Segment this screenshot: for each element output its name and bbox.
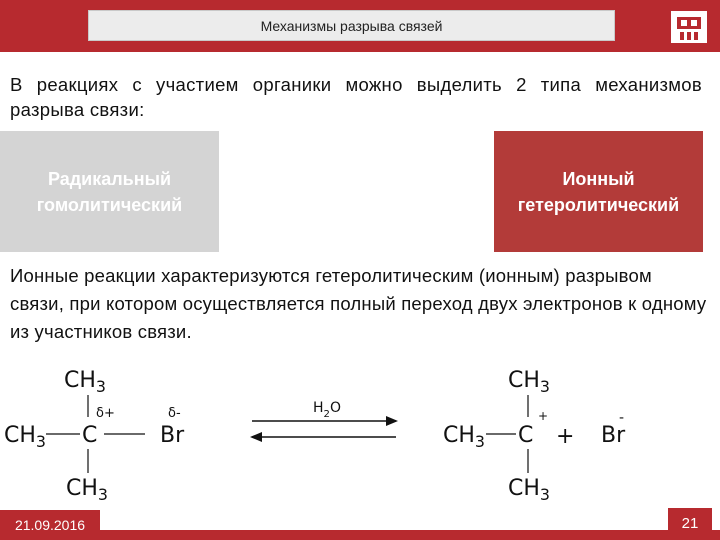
reverse-arrow-icon [250,432,396,442]
product-top-group: $CH_3$ [508,368,550,396]
description-text: Ионные реакции характеризуются гетеролитическим (ионным) разрывом связи, при котором осуществляется полный переход двух электронов к одному из участников связи. [10,265,707,342]
ionic-mechanism-box [494,131,703,252]
product-cation-charge: + [538,409,549,423]
reactant-center-charge: δ+ [96,406,115,421]
reactant-leaving-charge: δ- [168,406,181,421]
product-plus-sign: + [556,424,575,449]
reactant-center-atom: C [82,423,98,448]
footer-date: 21.09.2016 [0,510,100,540]
page-number: 21 [668,508,712,538]
radical-mechanism-box [0,131,219,252]
reactant-top-group: $CH_3$ [64,368,106,396]
logo-icon [668,8,710,46]
product-anion-charge: - [619,410,625,426]
slide-title: Механизмы разрыва связей [88,10,615,41]
product-bottom-group: $CH_3$ [508,476,550,504]
intro-text: В реакциях с участием органики можно выделить 2 типа механизмов разрыва связи: [10,74,702,120]
ionic-label-line1: Ионный [562,168,635,189]
reagent-label: $H_2O$ [313,400,341,420]
product-center-atom: C [518,423,534,448]
reactant-bottom-group: $CH_3$ [66,476,108,504]
footer-band [0,530,720,540]
product-anion: Br [601,423,626,448]
ionic-label-line2: гетеролитический [517,194,680,215]
reactant-left-group: $CH_3$ [4,423,46,451]
reaction-scheme [0,355,720,510]
radical-label-line1: Радикальный [47,168,172,189]
product-left-group: $CH_3$ [443,423,485,451]
radical-label-line2: гомолитический [36,194,183,215]
reactant-leaving-group: Br [160,423,185,448]
